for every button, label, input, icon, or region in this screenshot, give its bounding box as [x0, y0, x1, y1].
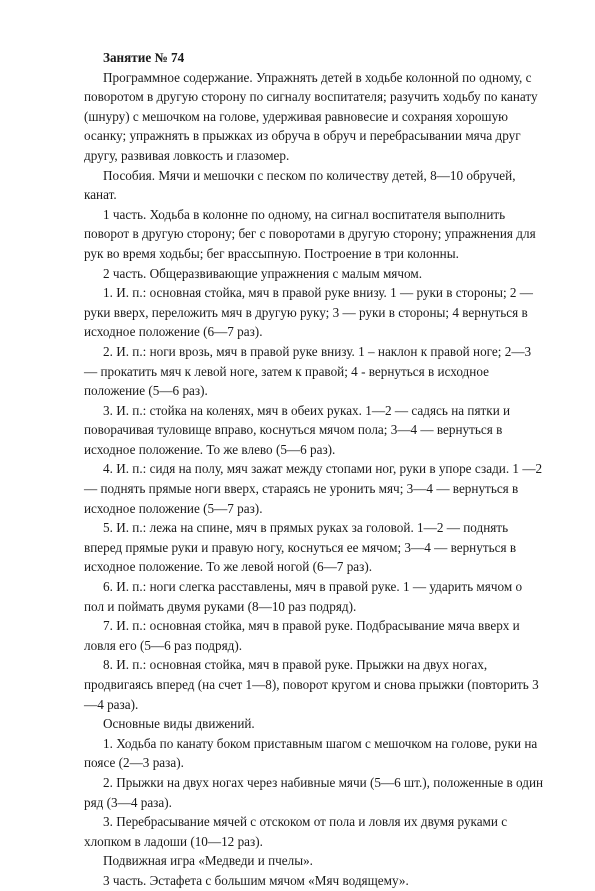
program-content-paragraph: Программное содержание. Упражнять детей в ходьбе колонной по одному, с поворотом в другую сторону по сигналу воспитателя; разучить ходьбу по канату (шнуру) с мешочком на голове, удерживая равновесие и сохраняя хорошую осанку; упражнять в прыжках из обруча в обруч и перебрасывании мяча друг другу, развивая ловкость и глазомер.	[84, 69, 538, 163]
exercise-6: 6. И. п.: ноги слегка расставлены, мяч в правой руке. 1 — ударить мячом о пол и поймать двумя руками (8—10 раз подряд).	[84, 579, 523, 614]
main-movements-heading: Основные виды движений.	[103, 716, 255, 732]
materials-paragraph: Пособия. Мячи и мешочки с песком по количеству детей, 8—10 обручей, канат.	[84, 167, 516, 203]
part-1-paragraph: 1 часть. Ходьба в колонне по одному, на сигнал воспитателя выполнить поворот в другую сторону; бег с поворотами в другую сторону; упражнения для рук во время ходьбы; бег врассыпную. Построение в три колонны.	[84, 206, 536, 261]
movement-1: 1. Ходьба по канату боком приставным шагом с мешочком на голове, руки на поясе (2—3 раза).	[84, 735, 538, 771]
part-3-paragraph: 3 часть. Эстафета с большим мячом «Мяч водящему».	[103, 872, 409, 888]
exercise-7: 7. И. п.: основная стойка, мяч в правой руке. Подбрасывание мяча вверх и ловля его (5—6 раз подряд).	[84, 618, 520, 653]
movement-3: 3. Перебрасывание мячей с отскоком от пола и ловля их двумя руками с хлопком в ладоши (10—12 раз).	[84, 814, 508, 849]
document-page	[84, 48, 544, 891]
exercise-4: 4. И. п.: сидя на полу, мяч зажат между стопами ног, руки в упоре сзади. 1 —2 — поднять прямые ноги вверх, стараясь не уронить мяч; 3—4 — вернуться в исходное положение (5—7 раз).	[84, 461, 543, 516]
exercise-2: 2. И. п.: ноги врозь, мяч в правой руке внизу. 1 – наклон к правой ноге; 2—3 — прокатить мяч к левой ноге, затем к правой; 4 - вернуться в исходное положение (5—6 раз).	[84, 343, 532, 399]
exercise-5: 5. И. п.: лежа на спине, мяч в прямых руках за головой. 1—2 — поднять вперед прямые руки и правую ногу, коснуться ее мячом; 3—4 — вернуться в исходное положение. То же левой ногой (6—7 раз).	[84, 520, 517, 575]
part-2-heading: 2 часть. Общеразвивающие упражнения с малым мячом.	[103, 265, 422, 281]
game-paragraph: Подвижная игра «Медведи и пчелы».	[103, 853, 313, 869]
exercise-1: 1. И. п.: основная стойка, мяч в правой руке внизу. 1 — руки в стороны; 2 — руки вверх, переложить мяч в другую руку; 3 — руки в стороны; 4 вернуться в исходное положение (6—7 раз).	[84, 285, 533, 340]
lesson-title: Занятие № 74	[103, 50, 185, 65]
exercise-3: 3. И. п.: стойка на коленях, мяч в обеих руках. 1—2 — садясь на пятки и поворачивая туловище вправо, коснуться мячом пола; 3—4 — вернуться в исходное положение. То же влево (5—6 раз).	[84, 402, 511, 457]
exercise-8: 8. И. п.: основная стойка, мяч в правой руке. Прыжки на двух ногах, продвигаясь вперед (на счет 1—8), поворот кругом и снова прыжки (повторить 3—4 раза).	[84, 657, 539, 712]
movement-2: 2. Прыжки на двух ногах через набивные мячи (5—6 шт.), положенные в один ряд (3—4 раза).	[84, 774, 544, 810]
